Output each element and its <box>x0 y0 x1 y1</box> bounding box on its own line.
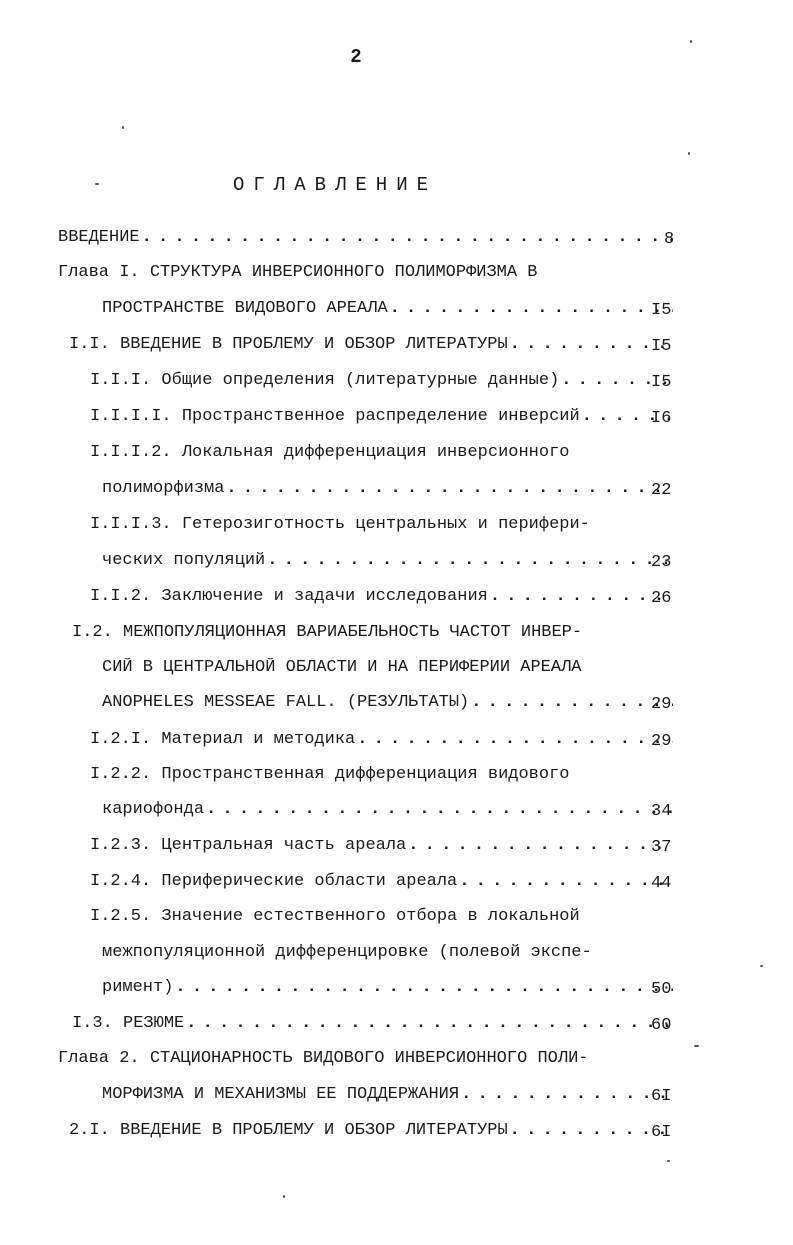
toc-entry-page: 60 <box>651 1016 672 1035</box>
toc-entry-label: I.I.I.2. Локальная дифференциация инверсионного <box>90 443 570 462</box>
dot-leader <box>226 479 673 498</box>
toc-entry[interactable] <box>58 1049 673 1075</box>
toc-entry-label: полиморфизма <box>102 479 225 498</box>
toc-entry-label: ВВЕДЕНИЕ <box>58 228 140 247</box>
toc-entry-label: ческих популяций <box>102 551 266 570</box>
toc-entry-label: Глава I. СТРУКТУРА ИНВЕРСИОННОГО ПОЛИМОРФИЗМА В <box>58 263 538 282</box>
scan-speck <box>760 965 763 967</box>
scan-speck <box>122 126 124 129</box>
toc-entry-label: I.2. МЕЖПОПУЛЯЦИОННАЯ ВАРИАБЕЛЬНОСТЬ ЧАСТОТ ИНВЕР- <box>72 623 583 642</box>
scan-speck <box>95 183 99 185</box>
dot-leader <box>461 1085 673 1104</box>
toc-entry-label: ПРОСТРАНСТВЕ ВИДОВОГО АРЕАЛА <box>102 299 388 318</box>
toc-entry-page: I6 <box>651 409 672 428</box>
toc-entry-page: I5 <box>651 337 672 356</box>
toc-title: ОГЛАВЛЕНИЕ <box>232 174 438 196</box>
toc-entry[interactable] <box>102 943 673 969</box>
toc-entry-label: межпопуляционной дифференцировке (полевой экспе- <box>102 943 592 962</box>
toc-entry-page: 34 <box>651 802 672 821</box>
toc-entry-page: 8 <box>664 230 675 249</box>
toc-entry[interactable] <box>90 407 673 433</box>
toc-entry[interactable] <box>90 836 673 862</box>
toc-entry[interactable] <box>90 587 673 613</box>
toc-entry[interactable] <box>58 228 673 254</box>
scan-speck <box>667 1160 670 1162</box>
toc-entry[interactable] <box>90 907 673 933</box>
toc-entry-page: 44 <box>651 874 672 893</box>
dot-leader <box>142 228 673 247</box>
toc-entry[interactable] <box>90 872 673 898</box>
dot-leader <box>490 587 673 606</box>
toc-entry-page: 23 <box>651 553 672 572</box>
dot-leader <box>175 978 673 997</box>
toc-entry[interactable] <box>90 765 673 791</box>
toc-entry[interactable] <box>102 978 673 1004</box>
toc-entry-label: 2.I. ВВЕДЕНИЕ В ПРОБЛЕМУ И ОБЗОР ЛИТЕРАТУРЫ <box>69 1121 508 1140</box>
toc-entry-label: I.2.4. Периферические области ареала <box>90 872 458 891</box>
dot-leader <box>408 836 673 855</box>
dot-leader <box>510 1121 673 1140</box>
toc-entry-label: СИЙ В ЦЕНТРАЛЬНОЙ ОБЛАСТИ И НА ПЕРИФЕРИИ АРЕАЛА <box>102 658 582 677</box>
toc-entry-page: I5 <box>651 373 672 392</box>
toc-entry[interactable] <box>90 515 673 541</box>
toc-entry-page: 26 <box>651 589 672 608</box>
page-number: 2 <box>350 46 362 68</box>
toc-entry-page: 50 <box>651 980 672 999</box>
dot-leader <box>390 299 673 318</box>
toc-entry-label: кариофонда <box>102 800 205 819</box>
scan-speck <box>688 152 690 155</box>
toc-entry-label: I.2.2. Пространственная дифференциация видового <box>90 765 570 784</box>
toc-entry-label: I.I. ВВЕДЕНИЕ В ПРОБЛЕМУ И ОБЗОР ЛИТЕРАТУРЫ <box>69 335 508 354</box>
toc-entry-label: I.2.5. Значение естественного отбора в локальной <box>90 907 580 926</box>
toc-entry-label: I.I.I.I. Пространственное распределение инверсий <box>90 407 580 426</box>
scan-speck <box>283 1195 285 1198</box>
toc-entry-label: I.I.2. Заключение и задачи исследования <box>90 587 488 606</box>
toc-entry[interactable] <box>102 551 673 577</box>
dot-leader <box>510 335 673 354</box>
toc-entry-label: I.I.I. Общие определения (литературные данные) <box>90 371 560 390</box>
toc-entry[interactable] <box>72 1014 673 1040</box>
dot-leader <box>267 551 673 570</box>
toc-entry-page: 37 <box>651 838 672 857</box>
scan-speck <box>690 40 692 43</box>
toc-entry[interactable] <box>102 299 673 325</box>
toc-entry[interactable] <box>90 730 673 756</box>
toc-entry-page: 6I <box>651 1087 672 1106</box>
toc-entry[interactable] <box>102 1085 673 1111</box>
toc-entry[interactable] <box>72 623 673 649</box>
toc-entry-label: I.2.I. Материал и методика <box>90 730 356 749</box>
toc-entry-page: 29 <box>651 732 672 751</box>
toc-entry[interactable] <box>102 693 673 719</box>
toc-entry-page: 22 <box>651 481 672 500</box>
dot-leader <box>459 872 673 891</box>
toc-entry[interactable] <box>102 479 673 505</box>
dot-leader <box>186 1014 673 1033</box>
scan-speck <box>694 1045 699 1047</box>
toc-entry[interactable] <box>90 443 673 469</box>
toc-entry-label: ANOPHELES MESSEAE FALL. (РЕЗУЛЬТАТЫ) <box>102 693 470 712</box>
toc-entry[interactable] <box>102 658 673 684</box>
toc-entry[interactable] <box>90 371 673 397</box>
toc-entry-label: I.I.I.3. Гетерозиготность центральных и перифери- <box>90 515 590 534</box>
toc-entry-page: 29 <box>651 695 672 714</box>
toc-entry-label: МОРФИЗМА И МЕХАНИЗМЫ ЕЕ ПОДДЕРЖАНИЯ <box>102 1085 460 1104</box>
toc-entry-label: римент) <box>102 978 174 997</box>
dot-leader <box>357 730 673 749</box>
toc-entry-label: Глава 2. СТАЦИОНАРНОСТЬ ВИДОВОГО ИНВЕРСИОННОГО ПОЛИ- <box>58 1049 589 1068</box>
toc-entry[interactable] <box>58 263 673 289</box>
toc-entry-page: 6I <box>651 1123 672 1142</box>
toc-entry-label: I.3. РЕЗЮМЕ <box>72 1014 185 1033</box>
toc-entry-page: I5 <box>651 301 672 320</box>
toc-entry[interactable] <box>102 800 673 826</box>
dot-leader <box>471 693 673 712</box>
dot-leader <box>206 800 673 819</box>
toc-entry-label: I.2.3. Центральная часть ареала <box>90 836 407 855</box>
toc-entry[interactable] <box>69 1121 673 1147</box>
toc-entry[interactable] <box>69 335 673 361</box>
